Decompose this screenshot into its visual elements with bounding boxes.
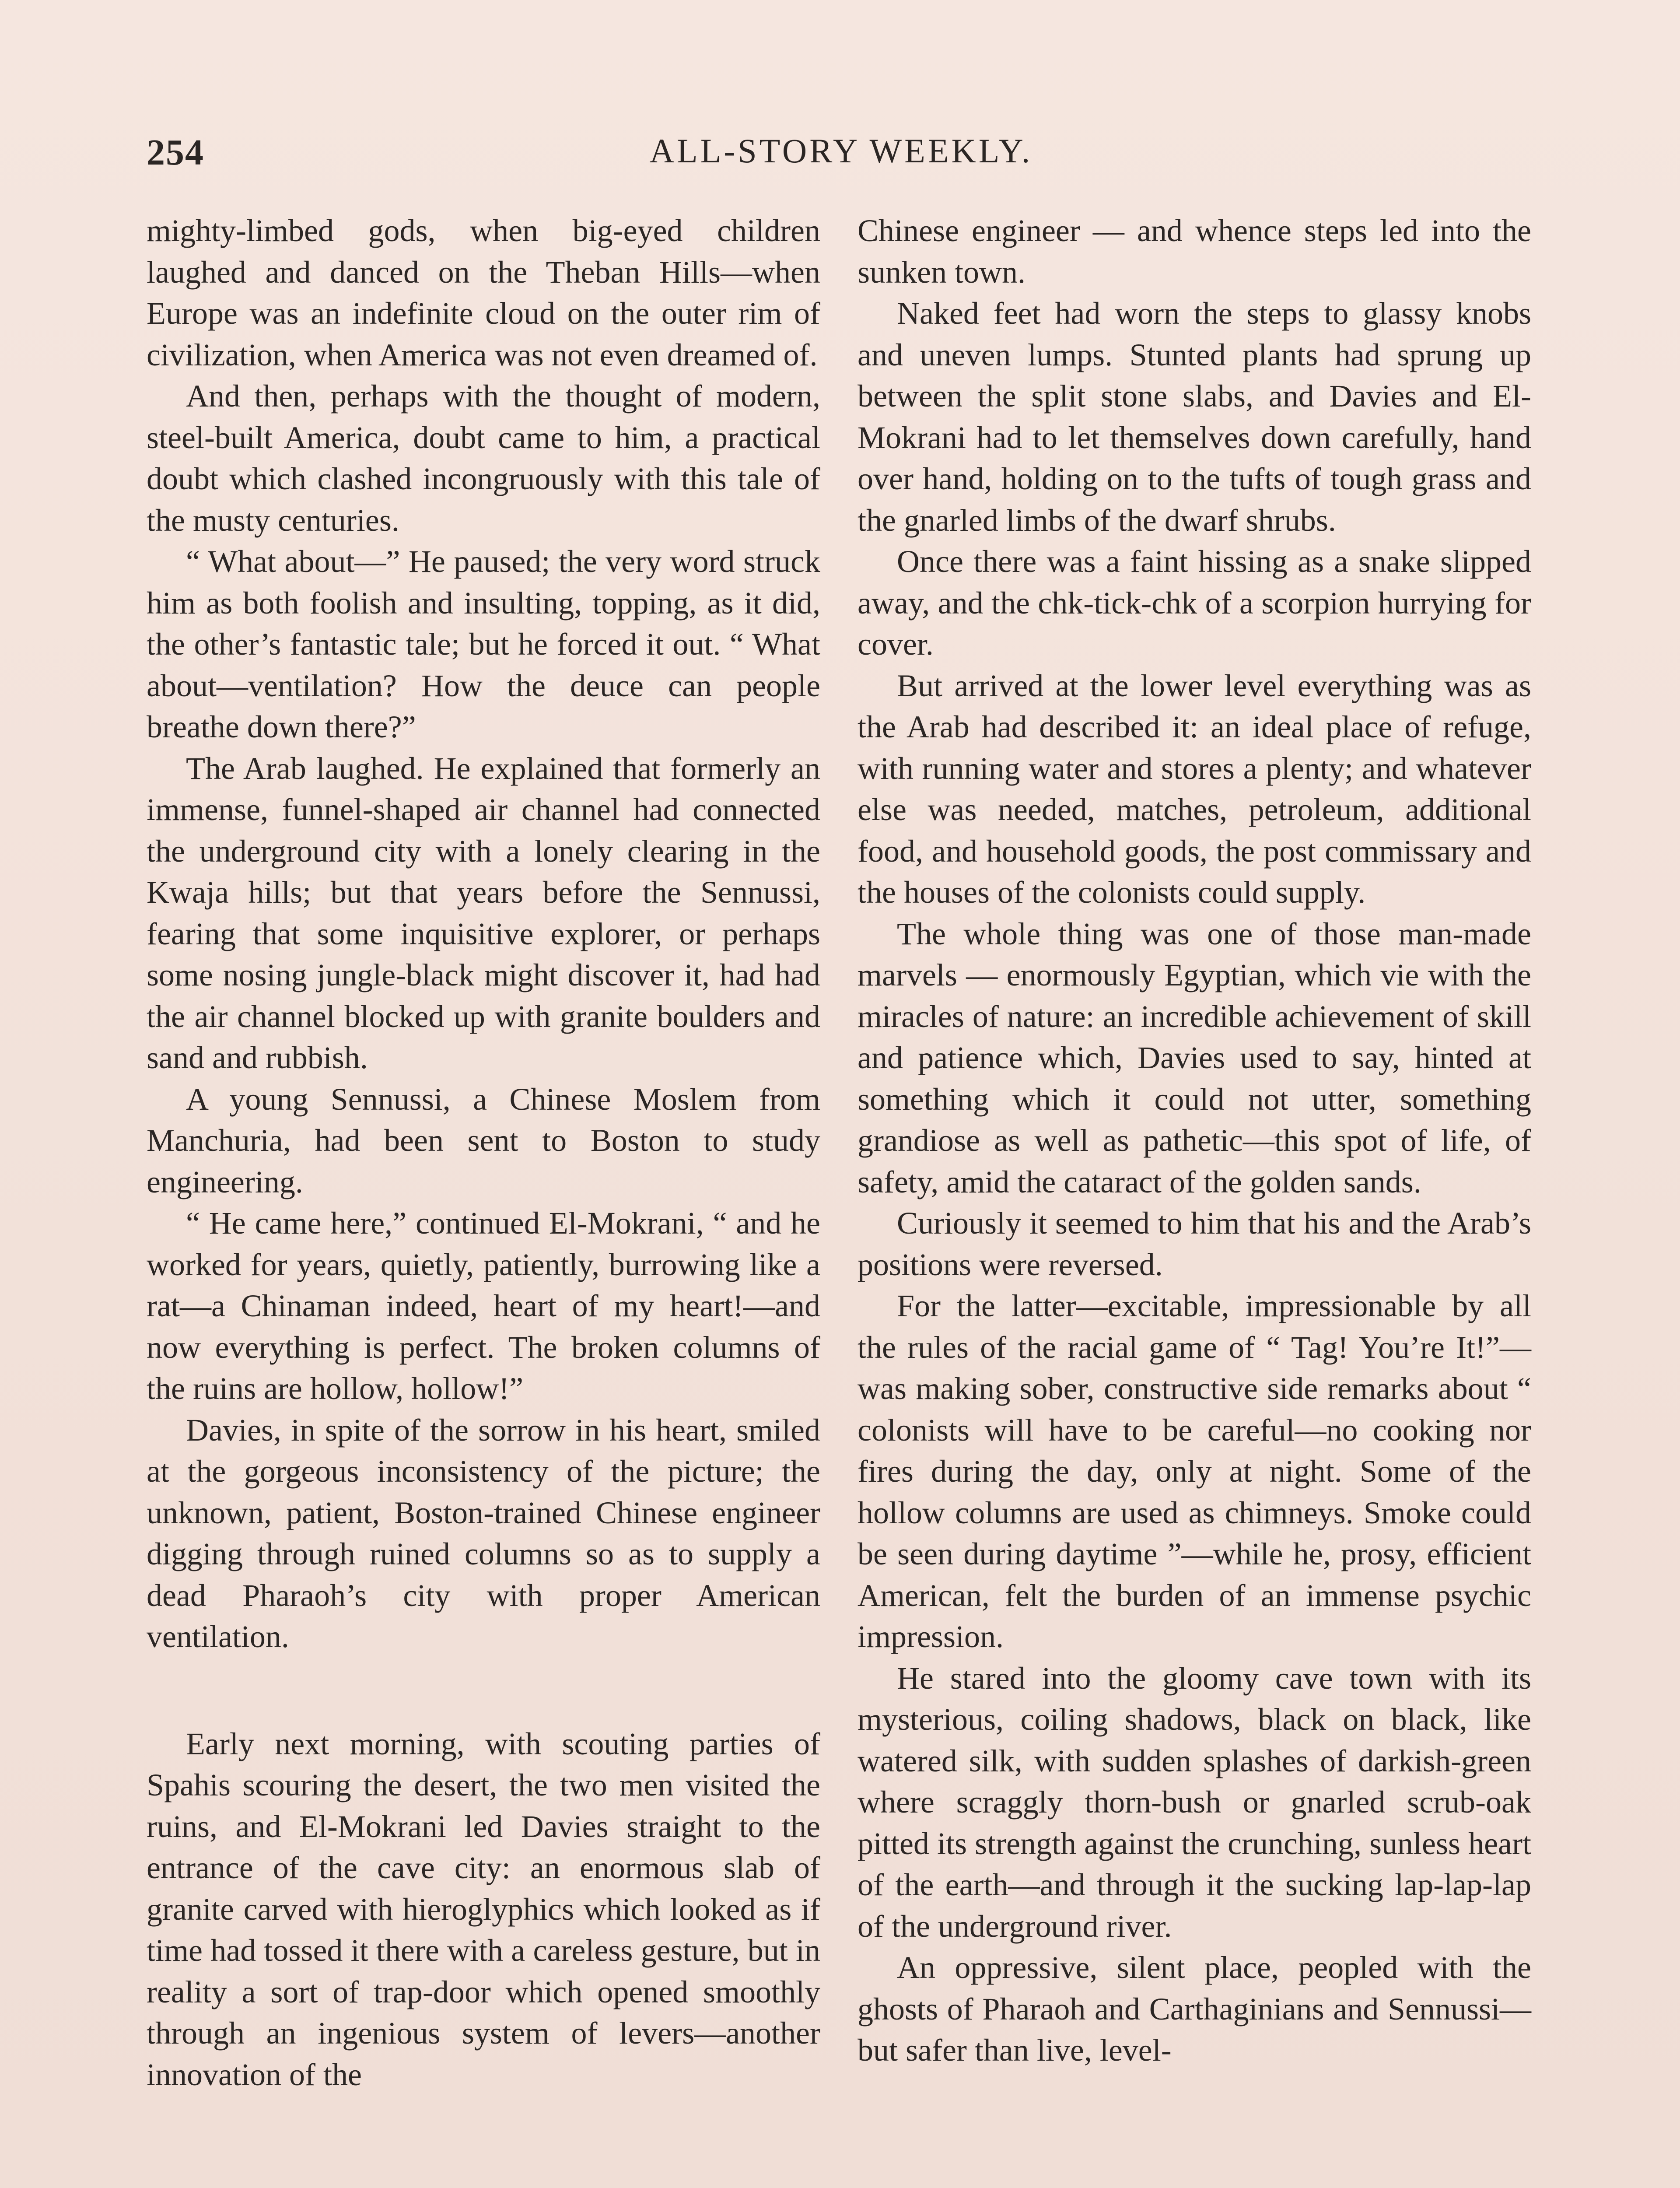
paragraph: A young Sennussi, a Chinese Moslem from Manchuria, had been sent to Boston to study engineering. [147, 1081, 820, 1199]
left-column [147, 210, 820, 2095]
paragraph: The Arab laughed. He explained that formerly an immense, funnel-shaped air channel had connected the underground city with a lonely clearing in the Kwaja hills; but that years before the Sennussi, fearing that some inquisitive explorer, or perhaps some nosing jungle-black might discover it, had had the air channel blocked up with granite boulders and sand and rubbish. [147, 750, 820, 1075]
paragraph: For the latter—excitable, impressionable by all the rules of the racial game of “ Tag! You’re It!”—was making sober, constructive side remarks about “ colonists will have to be careful—no cooking nor fires during the day, only at night. Some of the hollow columns are used as chimneys. Smoke could be seen during daytime ”—while he, prosy, efficient American, felt the burden of an immense psychic impression. [858, 1288, 1531, 1654]
paragraph: Naked feet had worn the steps to glassy knobs and uneven lumps. Stunted plants had sprung up between the split stone slabs, and Davies and El-Mokrani had to let themselves down carefully, hand over hand, holding on to the tufts of tough grass and the gnarled limbs of the dwarf shrubs. [858, 296, 1531, 538]
paragraph: Early next morning, with scouting parties of Spahis scouring the desert, the two men visited the ruins, and El-Mokrani led Davies straight to the entrance of the cave city: an enormous slab of granite carved with hieroglyphics which looked as if time had tossed it there with a careless gesture, but in reality a sort of trap-door which opened smoothly through an ingenious system of levers—another innovation of the [147, 1726, 820, 2092]
paragraph: “ He came here,” continued El-Mokrani, “ and he worked for years, quietly, patiently, burrowing like a rat—a Chinaman indeed, heart of my heart!—and now everything is perfect. The broken columns of the ruins are hollow, hollow!” [147, 1206, 820, 1406]
paragraph: An oppressive, silent place, peopled with the ghosts of Pharaoh and Carthaginians and Sennussi—but safer than live, level- [858, 1950, 1531, 2068]
paragraph: Chinese engineer — and whence steps led into the sunken town. [858, 213, 1531, 290]
paragraph: But arrived at the lower level everything was as the Arab had described it: an ideal place of refuge, with running water and stores a plenty; and whatever else was needed, matches, petroleum, additional food, and household goods, the post commissary and the houses of the colonists could supply. [858, 668, 1531, 910]
paragraph: Curiously it seemed to him that his and the Arab’s positions were reversed. [858, 1206, 1531, 1282]
paragraph: Davies, in spite of the sorrow in his heart, smiled at the gorgeous inconsistency of the picture; the unknown, patient, Boston-trained Chinese engineer digging through ruined columns so as to supply a dead Pharaoh’s city with proper American ventilation. [147, 1412, 820, 1654]
paragraph: He stared into the gloomy cave town with its mysterious, coiling shadows, black on black, like watered silk, with sudden splashes of darkish-green where scraggly thorn-bush or gnarled scrub-oak pitted its strength against the crunching, sunless heart of the earth—and through it the sucking lap-lap-lap of the underground river. [858, 1660, 1531, 1944]
paragraph: mighty-limbed gods, when big-eyed children laughed and danced on the Theban Hills—when Europe was an indefinite cloud on the outer rim of civilization, when America was not even dreamed of. [147, 213, 820, 372]
running-head: ALL-STORY WEEKLY. [649, 132, 1033, 170]
paragraph: “ What about—” He paused; the very word struck him as both foolish and insulting, topping, as it did, the other’s fantastic tale; but he forced it out. “ What about—ventilation? How the deuce can people breathe down there?” [147, 544, 820, 744]
paragraph: The whole thing was one of those man-made marvels — enormously Egyptian, which vie with the miracles of nature: an incredible achievement of skill and patience which, Davies used to say, hinted at something which it could not utter, something grandiose as well as pathetic—this spot of life, of safety, amid the cataract of the golden sands. [858, 916, 1531, 1199]
page-header [147, 131, 1536, 175]
page-number: 254 [147, 132, 204, 173]
right-column [858, 210, 1531, 2071]
paragraph: And then, perhaps with the thought of modern, steel-built America, doubt came to him, a practical doubt which clashed incongruously with this tale of the musty centuries. [147, 379, 820, 538]
paragraph: Once there was a faint hissing as a snake slipped away, and the chk-tick-chk of a scorpion hurrying for cover. [858, 544, 1531, 662]
